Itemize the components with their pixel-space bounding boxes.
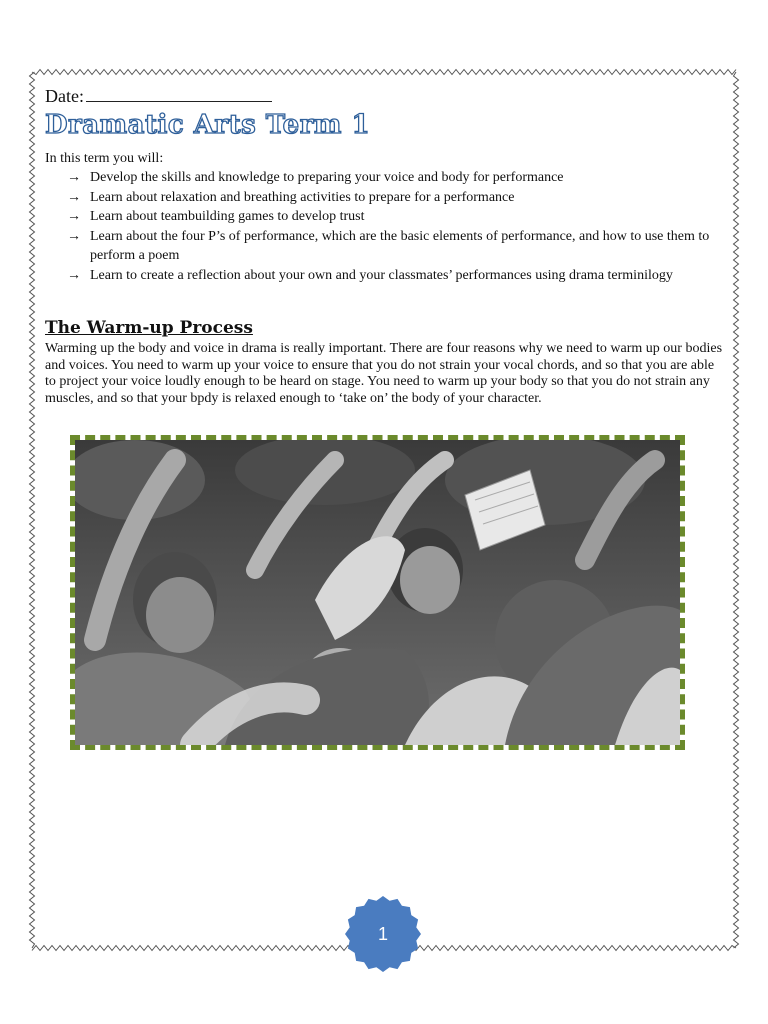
list-item-text: Learn about teambuilding games to develop trust bbox=[90, 209, 365, 224]
photo-group-stretching-icon bbox=[75, 440, 680, 745]
warmup-photo bbox=[70, 435, 685, 750]
date-field bbox=[45, 86, 272, 107]
page-title: Dramatic Arts Term 1 bbox=[45, 110, 371, 140]
list-item-text: Learn about the four P’s of performance, which are the basic elements of performance, and how to use them to perform a poem bbox=[90, 228, 710, 263]
list-item bbox=[67, 188, 727, 208]
arrow-icon: → bbox=[67, 209, 81, 224]
arrow-icon: → bbox=[67, 170, 81, 185]
list-item bbox=[67, 227, 727, 266]
page-number: 1 bbox=[377, 924, 388, 944]
date-blank-line[interactable] bbox=[86, 87, 272, 102]
intro-lead: In this term you will: bbox=[45, 151, 164, 166]
objectives-list bbox=[67, 168, 727, 285]
arrow-icon: → bbox=[67, 189, 81, 205]
arrow-icon: → bbox=[67, 267, 81, 283]
list-item-text: Learn about relaxation and breathing activities to prepare for a performance bbox=[90, 189, 515, 205]
list-item bbox=[67, 168, 727, 188]
arrow-icon: → bbox=[67, 228, 81, 244]
list-item-text: Develop the skills and knowledge to preparing your voice and body for performance bbox=[90, 170, 564, 185]
list-item-text: Learn to create a reflection about your own and your classmates’ performances using drama terminilogy bbox=[90, 267, 673, 283]
list-item bbox=[67, 266, 727, 286]
section-paragraph: Warming up the body and voice in drama is really important. There are four reasons why we need to warm up our bodies and voices. You need to warm up your voice to ensure that you do not strain your vocal chords, and so that you are able to project your voice loudly enough to be heard on stage. You need to warm up your body so that you do not strain any muscles, and so that your bpdy is relaxed enough to ‘take on’ the body of your character. bbox=[45, 341, 723, 407]
list-item bbox=[67, 207, 727, 227]
section-heading: The Warm-up Process bbox=[45, 318, 253, 338]
date-label: Date: bbox=[45, 86, 84, 106]
